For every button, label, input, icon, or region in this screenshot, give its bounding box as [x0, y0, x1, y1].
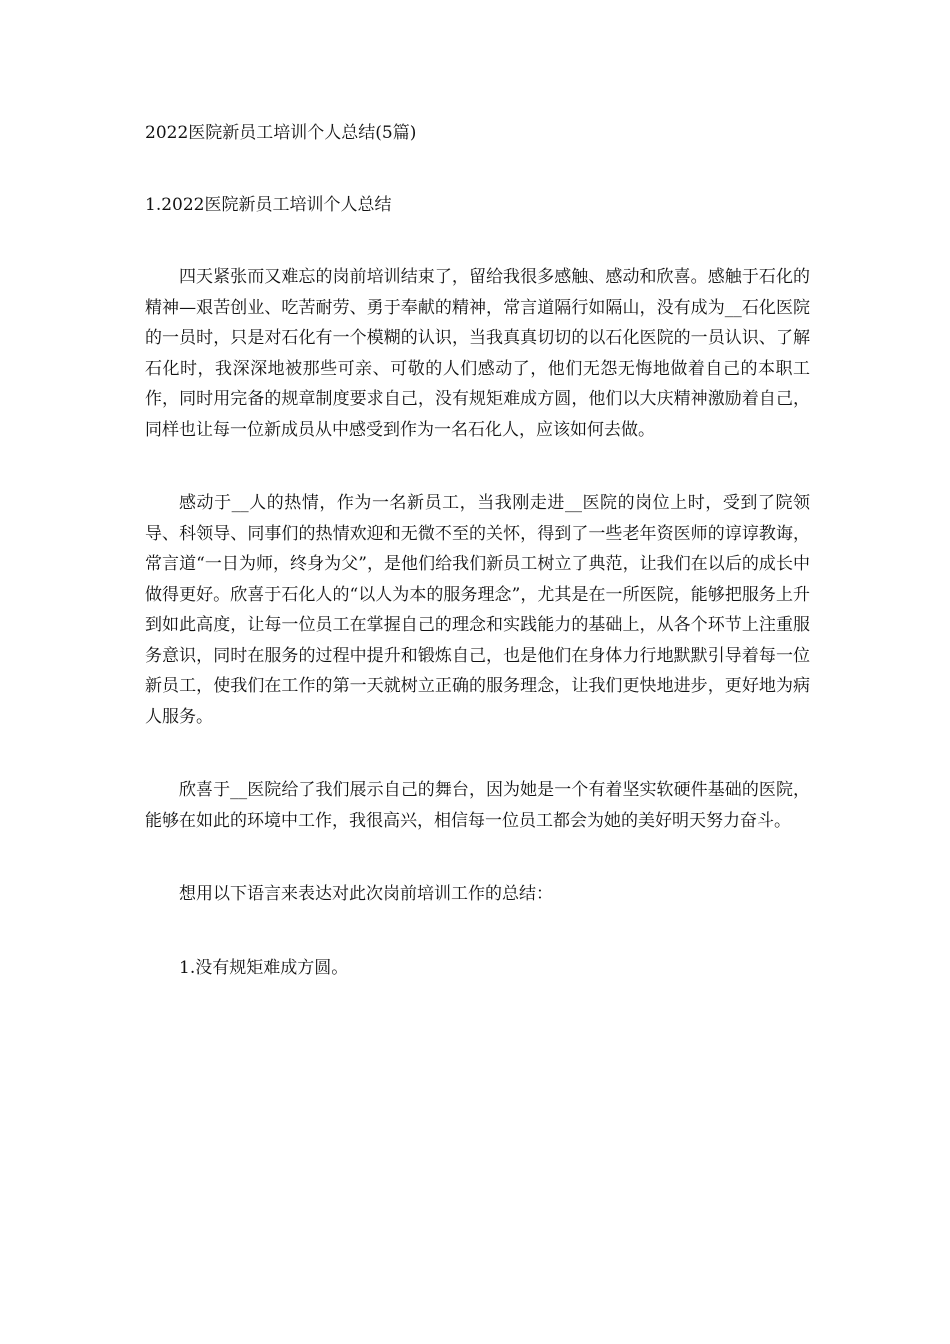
section-title: 1.2022医院新员工培训个人总结 — [145, 195, 392, 215]
paragraph-1: 四天紧张而又难忘的岗前培训结束了，留给我很多感触、感动和欣喜。感触于石化的精神—艰苦创业、吃苦耐劳、勇于奉献的精神，常言道隔行如隔山，没有成为__石化医院的一员时，只是对石化有一个模糊的认识，当我真真切切的以石化医院的一员认识、了解石化时，我深深地被那些可亲、可敬的人们感动了，他们无怨无悔地做着自己的本职工作，同时用完备的规章制度要求自己，没有规矩难成方圆，他们以大庆精神激励着自己，同样也让每一位新成员从中感受到作为一名石化人，应该如何去做。 — [145, 267, 810, 440]
paragraph-4: 想用以下语言来表达对此次岗前培训工作的总结： — [179, 884, 553, 904]
list-item: 1.没有规矩难成方圆。 — [179, 957, 349, 978]
document-title: 2022医院新员工培训个人总结(5篇) — [145, 123, 417, 143]
paragraph-3: 欣喜于__医院给了我们展示自己的舞台，因为她是一个有着坚实软硬件基础的医院，能够在如此的环境中工作，我很高兴，相信每一位员工都会为她的美好明天努力奋斗。 — [145, 780, 810, 831]
document-body — [145, 118, 810, 983]
paragraph-2: 感动于__人的热情，作为一名新员工，当我刚走进__医院的岗位上时，受到了院领导、科领导、同事们的热情欢迎和无微不至的关怀，得到了一些老年资医师的谆谆教诲，常言道“一日为师，终身为父”，是他们给我们新员工树立了典范，让我们在以后的成长中做得更好。欣喜于石化人的“以人为本的服务理念”，尤其是在一所医院，能够把服务上升到如此高度，让每一位员工在掌握自己的理念和实践能力的基础上，从各个环节上注重服务意识，同时在服务的过程中提升和锻炼自己，也是他们在身体力行地默默引导着每一位新员工，使我们在工作的第一天就树立正确的服务理念，让我们更快地进步，更好地为病人服务。 — [145, 493, 810, 727]
